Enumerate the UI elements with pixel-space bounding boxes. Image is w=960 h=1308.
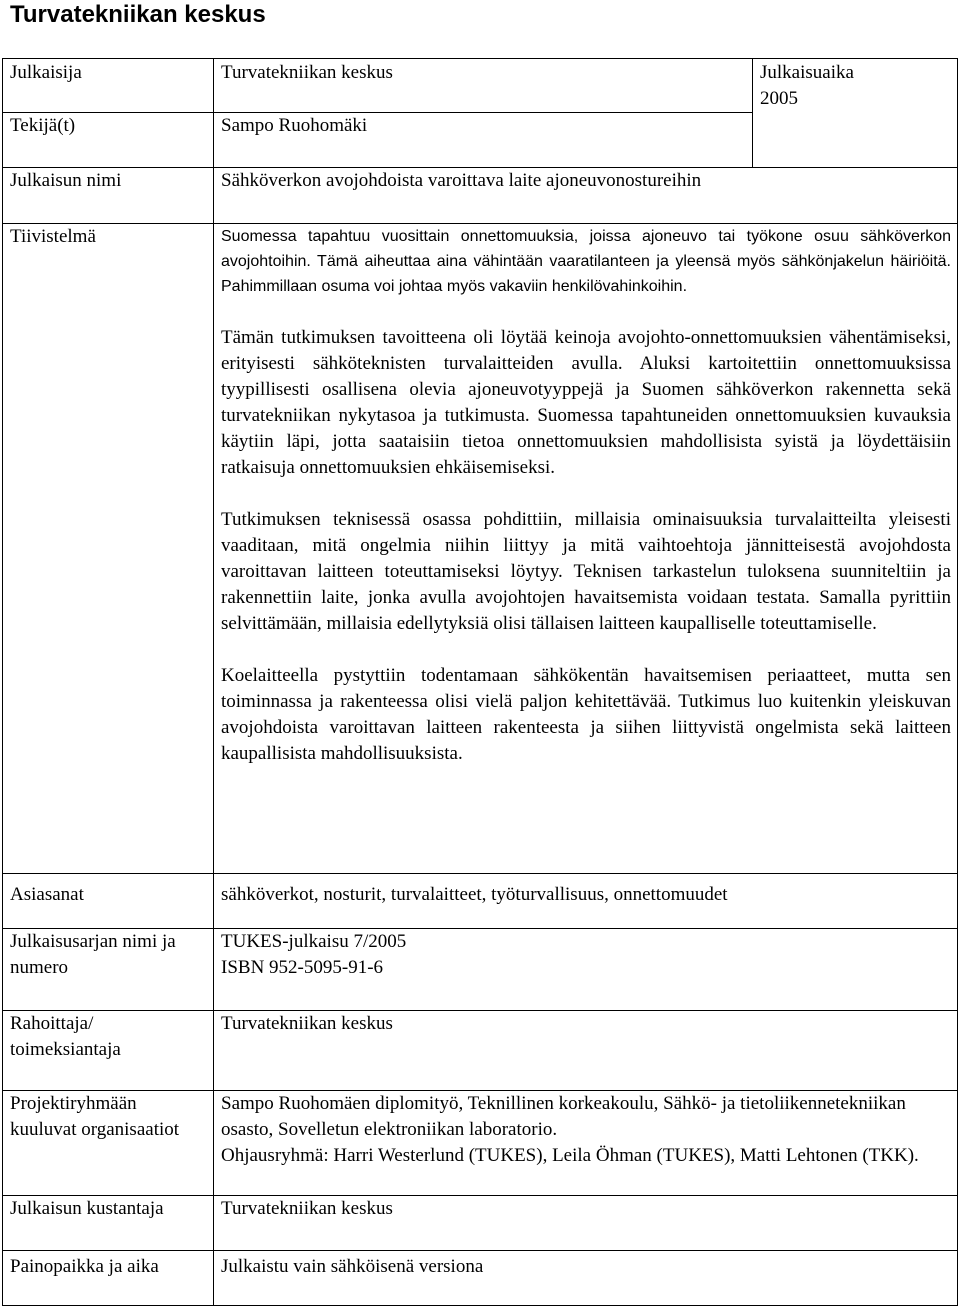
abstract-cell <box>214 224 958 874</box>
row-julkaisija <box>3 59 958 113</box>
abstract-paragraph-4: Koelaitteella pystyttiin todentamaan sähkökentän havaitsemisen periaatteet, mutta sen toiminnassa ja rakenteessa olisi vielä paljon kehitettävää. Tutkimus luo kuitenkin yleiskuvan avojohdoista varoittavan laitteen rakenteesta ja siihen liittyvistä ongelmista sekä laitteen kaupallisista mahdollisuuksista. <box>221 665 951 764</box>
row-sarja <box>3 929 958 1011</box>
sarja-line-1: TUKES-julkaisu 7/2005 <box>221 931 407 952</box>
label-julkaisuaika: Julkaisuaika <box>760 62 854 83</box>
value-julkaisuaika: 2005 <box>760 88 798 109</box>
label-kustantaja: Julkaisun kustantaja <box>3 1196 214 1251</box>
value-tekija: Sampo Ruohomäki <box>214 113 753 168</box>
label-sarja: Julkaisusarjan nimi ja numero <box>3 929 214 1011</box>
value-sarja <box>214 929 958 1011</box>
row-asiasanat <box>3 874 958 929</box>
value-painopaikka: Julkaistu vain sähköisenä versiona <box>214 1251 958 1306</box>
row-projekti <box>3 1091 958 1196</box>
value-nimi: Sähköverkon avojohdoista varoittava laite ajoneuvonostureihin <box>214 168 958 224</box>
value-rahoittaja: Turvatekniikan keskus <box>214 1011 958 1091</box>
abstract-paragraph-3: Tutkimuksen teknisessä osassa pohdittiin, millaisia ominaisuuksia turvalaitteilta yleisesti vaaditaan, mitä ongelmia niihin liittyy ja mitä vaihtoehtoja jännitteisestä avojohdosta varoittavan laitteen toteuttamiseksi löytyy. Teknisen tarkastelun tuloksena suunniteltiin ja rakennettiin laite, jonka avulla avojohtojen havaitsemista voidaan testata. Samalla pyrittiin selvittämään, millaisia edellytyksiä olisi tällaisen laitteen kaupalliselle toteuttamiselle. <box>221 509 951 634</box>
projekti-line-2: Ohjausryhmä: Harri Westerlund (TUKES), Leila Öhman (TUKES), Matti Lehtonen (TKK). <box>221 1145 919 1166</box>
abstract-paragraph-2: Tämän tutkimuksen tavoitteena oli löytää keinoja avojohto-onnettomuuksien vähentämiseksi, erityisesti sähköteknisten turvalaitteiden avulla. Aluksi kartoitettiin onnettomuuksissa tyypillisesti osallisena olevia ajoneuvotyyppejä ja Suomen sähköverkon rakennetta sekä turvatekniikan nykytasoa ja tutkimusta. Suomessa tapahtuneiden onnettomuuksien kuvauksia käytiin läpi, jotta saataisiin tietoa onnettomuuksien mahdollisista syistä ja löydettäisiin ratkaisuja onnettomuuksien ehkäisemiseksi. <box>221 327 951 478</box>
label-painopaikka: Painopaikka ja aika <box>3 1251 214 1306</box>
abstract-paragraph-1: Suomessa tapahtuu vuosittain onnettomuuksia, joissa ajoneuvo tai työkone osuu sähköverkon avojohtoihin. Tämä aiheuttaa aina vähintään vaaratilanteen ja yleensä myös sähkönjakelun häiriöitä. Pahimmillaan osuma voi johtaa myös vakaviin henkilövahinkoihin. <box>221 228 951 295</box>
row-kustantaja <box>3 1196 958 1251</box>
value-projekti <box>214 1091 958 1196</box>
value-asiasanat: sähköverkot, nosturit, turvalaitteet, työturvallisuus, onnettomuudet <box>214 874 958 929</box>
row-rahoittaja <box>3 1011 958 1091</box>
projekti-line-1: Sampo Ruohomäen diplomityö, Teknillinen korkeakoulu, Sähkö- ja tietoliikennetekniikan osasto, Sovelletun elektroniikan laboratorio. <box>221 1093 906 1140</box>
value-kustantaja: Turvatekniikan keskus <box>214 1196 958 1251</box>
value-julkaisija: Turvatekniikan keskus <box>214 59 753 113</box>
row-painopaikka <box>3 1251 958 1306</box>
label-julkaisija: Julkaisija <box>3 59 214 113</box>
label-rahoittaja: Rahoittaja/ toimeksiantaja <box>3 1011 214 1091</box>
row-tiivistelma <box>3 224 958 874</box>
row-nimi <box>3 168 958 224</box>
label-projekti: Projektiryhmään kuuluvat organisaatiot <box>3 1091 214 1196</box>
label-tekija: Tekijä(t) <box>3 113 214 168</box>
publication-info-table <box>2 58 958 1306</box>
label-nimi: Julkaisun nimi <box>3 168 214 224</box>
sarja-line-2: ISBN 952-5095-91-6 <box>221 957 384 978</box>
julkaisuaika-cell <box>753 59 958 168</box>
label-tiivistelma: Tiivistelmä <box>3 224 214 874</box>
label-asiasanat: Asiasanat <box>3 874 214 929</box>
page-title: Turvatekniikan keskus <box>10 1 266 28</box>
